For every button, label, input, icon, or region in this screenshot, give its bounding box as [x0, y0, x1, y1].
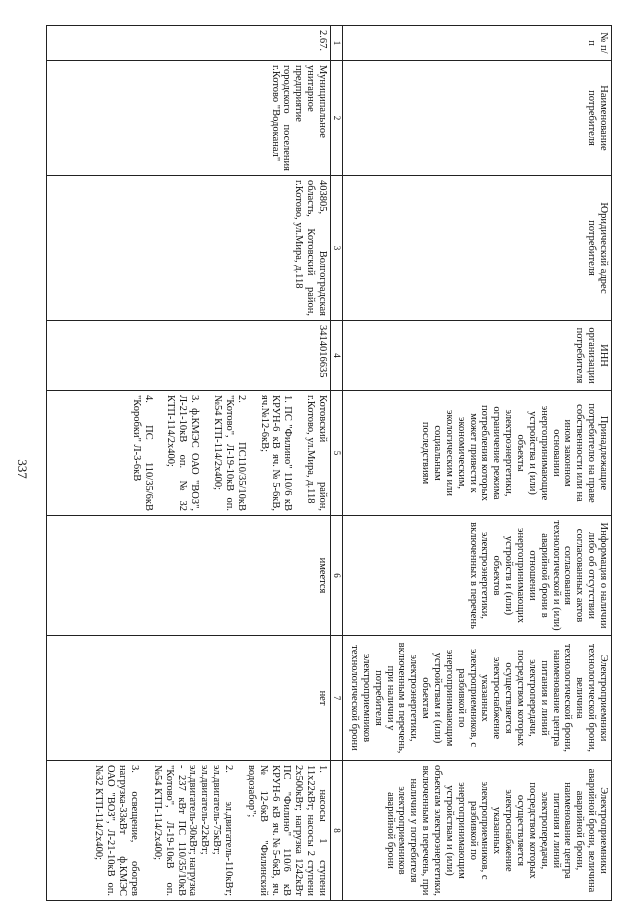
header-category: Принадлежащие потребителю на праве собственности или на ином законном основании энергопринимающие устройства и (или) объекты электроэнергетики, ограничение режима потребления которых может привести к экономическим, экологическим или социальным последствиям [343, 391, 612, 516]
row-tech-reserve: нет [47, 636, 331, 761]
rotated-page [46, 25, 612, 900]
column-number-row [331, 26, 343, 901]
header-num: № п/п [343, 26, 612, 61]
col-number: 8 [331, 761, 343, 901]
emerg-item: 2. эл.двигатель-110кВт; эл.двигатель-75кВт; эл.двигатель-22кВт; эл.двигатель-30кВт; нагрузка - 237 кВт ПС 110/35/10кВ "Котово", Л-19-10кВ оп. №54 КТП-114/2х400; [151, 765, 234, 897]
page-number: 337 [15, 459, 30, 479]
row-info: имеется [47, 516, 331, 636]
header-row [343, 26, 612, 901]
col-number: 7 [331, 636, 343, 761]
category-item: 1. ПС "Филино" 110/6 кВ КРУН-6 кВ яч.№5-6кВ, яч.№12-6кВ; [258, 395, 294, 511]
emerg-item: 1. насосы 1 ступени 11х22кВт; насосы 2 ступени 2х500кВт; нагрузка 1242кВт ПС "Филино" 110/6 кВ КРУН-6 кВ яч.№5-6кВ, яч.№12-6кВ "Филинский водозабор"; [245, 765, 328, 896]
category-item: 3. ф.КМЭС ОАО "ВОЗ", Л-21-10кВ оп. №32 КТП-114/2х400; [165, 395, 201, 511]
table-row [47, 26, 331, 901]
row-category [47, 391, 331, 516]
header-tech-reserve: Электроприемники технологической брони, величина технологической брони, наименование центра питания и линий электропередачи, посредством которых осуществляется электроснабжение указанных электроприемников, с разбивкой по энергопринимающим устройствам и (или) объектам электроэнергетики, включенным в перечень, при наличии у потребителя электроприемников технологической брони [343, 636, 612, 761]
consumer-table [46, 25, 612, 901]
category-item: 4. ПС 110/35/6кВ "Коробки" Л-3-6кВ [130, 395, 154, 511]
header-info: Информация о наличии либо об отсутствии согласованных актов согласования технологической и (или) аварийной брони в отношении энергопринимающих устройств и (или) объектов электроэнергетики, включенных в перечень [343, 516, 612, 636]
header-emerg-reserve: Электроприемники аварийной брони, величина аварийной брони, наименование центра питания и линий электропередачи, посредством которых осуществляется электроснабжение указанных электроприемников, с разбивкой по энергопринимающим устройствам и (или) объектам электроэнергетики, включенным в перечень, при наличии у потребителя электроприемников аварийной брони [343, 761, 612, 901]
emerg-item: 3. освещение, обогрев нагрузка-33кВт ф.КМЭС ОАО "ВОЗ", Л-21-10кВ оп. №32 КТП-114/2х400; [93, 765, 140, 896]
row-emerg-reserve [47, 761, 331, 901]
col-number: 3 [331, 176, 343, 321]
col-number: 4 [331, 321, 343, 391]
header-name: Наименование потребителя [343, 61, 612, 176]
col-number: 2 [331, 61, 343, 176]
col-number: 1 [331, 26, 343, 61]
row-num: 2.67. [47, 26, 331, 61]
col-number: 6 [331, 516, 343, 636]
header-inn: ИНН организации потребителя [343, 321, 612, 391]
col-number: 5 [331, 391, 343, 516]
row-inn: 3414016635 [47, 321, 331, 391]
row-name: Муниципальное унитарное предприятие городского поселения г.Котово "Водоканал" [47, 61, 331, 176]
category-intro: Котовский район, г.Котово, ул.Мира, д.118 [305, 395, 328, 511]
category-item: 2. ПС110/35/10кВ "Котово", Л-19-10кВ оп. №54 КТП-114/2х400; [211, 395, 247, 511]
header-address: Юридический адрес потребителя [343, 176, 612, 321]
row-address: 403805, Волгоградская область, Котовский район, г.Котово, ул.Мира, д.118 [47, 176, 331, 321]
